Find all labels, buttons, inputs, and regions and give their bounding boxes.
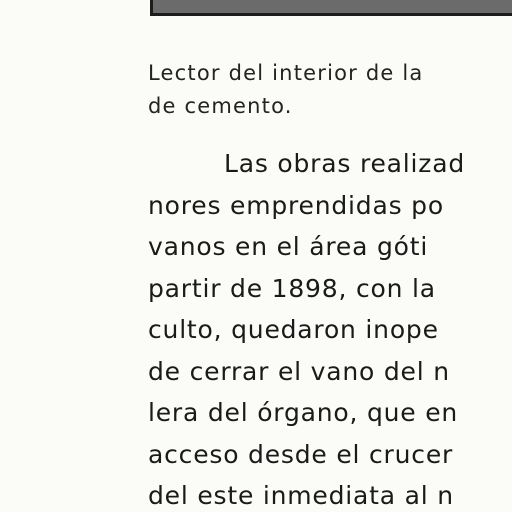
body-line: de cerrar el vano del n: [148, 356, 450, 386]
caption-line: Lector del interior de la: [148, 61, 424, 85]
body-line: lera del órgano, que en: [148, 398, 459, 427]
body-line: vanos en el área góti: [148, 232, 429, 261]
body-paragraph: [148, 143, 465, 512]
body-line: culto, quedaron inope: [148, 315, 439, 344]
body-line: del este inmediata al n: [148, 481, 454, 510]
caption-line: de cemento.: [148, 94, 293, 118]
body-line: acceso desde el crucer: [148, 439, 454, 469]
body-line: partir de 1898, con la: [148, 273, 436, 303]
photograph: [150, 0, 512, 16]
body-line: Las obras realizad: [224, 149, 465, 178]
body-line: nores emprendidas po: [148, 190, 444, 220]
figure-caption: [148, 57, 424, 123]
